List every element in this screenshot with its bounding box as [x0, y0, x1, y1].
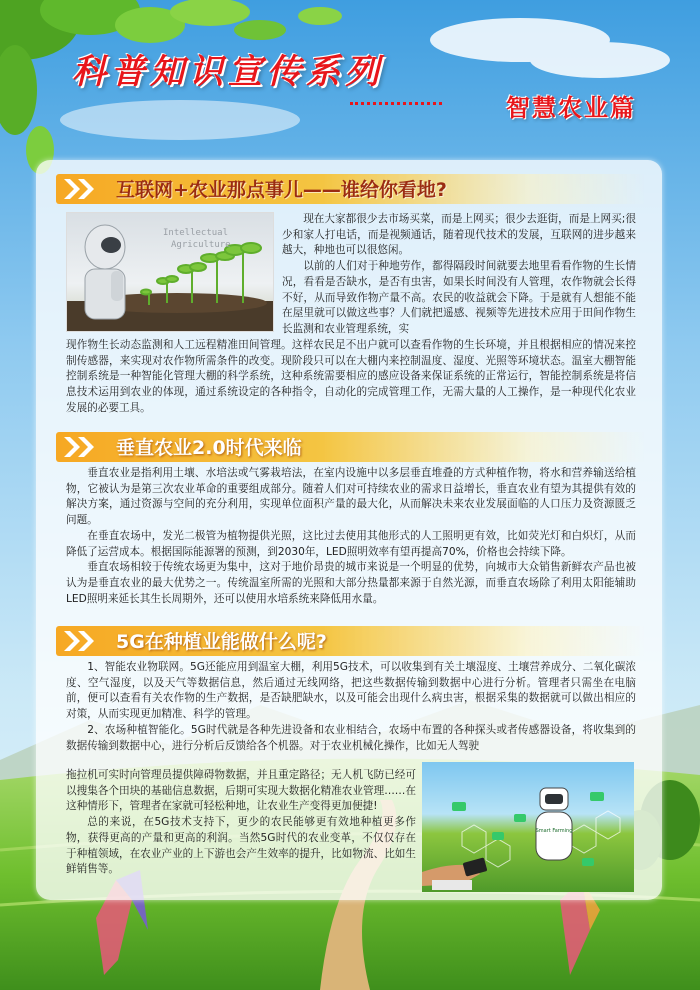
section-3-paragraph-2-cont: 拖拉机可实时向管理员提供障碍物数据，并且重定路径；无人机飞防已经可以搜集各个田块的基础信息数据，后期可实现大数据化精准农业管理……在这种情形下，管理者在家就可轻松种地，让农业生产变得更加便捷!: [66, 769, 416, 813]
subtitle-block: [350, 88, 650, 132]
section-title: 5G在种植业能做什么呢?: [116, 631, 327, 653]
section-3-left-text: [66, 768, 416, 878]
overlay-text-2: Agriculture: [171, 240, 231, 250]
section-2-text: [66, 466, 636, 607]
robot-seedling-image: [66, 212, 274, 332]
section-1-paragraph-3: 现作物生长动态监测和人工远程精准田间管理。这样农民足不出户就可以查看作物的生长环境，并且根据相应的情况来控制传感器，来实现对农作物所需条件的改变。现阶段只可以在大棚内来控制温度、湿度、光照等环境状态。温室大棚智能控制系统是一种智能化管理大棚的科学系统，这种系统需要相应的感应设备来保证系统的正常运行，智能控制系统是将信息技术运用到农业的体现，通过系统设定的各种指令，自动化的完成管理工作，无需大量的人工操作，是一种现代化农业发展的必要工具。: [66, 339, 636, 414]
section-title: 互联网+农业那点事儿——谁给你看地?: [116, 179, 447, 201]
double-chevron-icon: [62, 629, 102, 653]
section-header-5g: [56, 626, 646, 656]
section-3-text: [66, 660, 636, 754]
page-subtitle: 智慧农业篇: [506, 94, 636, 122]
section-1-paragraph-2: 以前的人们对于种地劳作，都得隔段时间就要去地里看看作物的生长情况，看看是否缺水，是否有虫害，如果长时间没有人管理，农作物就会长得不好，从而导致作物产量不高。农民的收益就会下降。于是就有人想能不能在屋里就可以做这些事？人们就把遥感、视频等先进技术应用于田间作物生长监测和农业管理系统，实: [282, 260, 636, 335]
section-1-paragraph-1: 现在大家都很少去市场买菜，而是上网买；很少去逛街，而是上网买;很少和家人打电话，而是视频通话，随着现代技术的发展，互联网的进步越来越大，种地也可以很悠闲。: [282, 213, 636, 257]
section-2-paragraph-2: 在垂直农场中，发光二极管为植物提供光照，这比过去使用其他形式的人工照明更有效，比如荧光灯和白炽灯，从而降低了运营成本。根据国际能源署的预测，到2030年，LED照明效率有望再提高70%，价格也会持续下降。: [66, 529, 636, 558]
section-1-right-text: [282, 212, 636, 338]
double-chevron-icon: [62, 177, 102, 201]
smart-farming-illustration: [422, 762, 634, 892]
section-title: 垂直农业2.0时代来临: [116, 437, 302, 459]
section-3-paragraph-3: 总的来说，在5G技术支持下，更少的农民能够更有效地种植更多作物，获得更高的产量和更高的利润。当然5G时代的农业变革，不仅仅存在于种植领域，在农业产业的上下游也会产生效率的提升，比如物流、比如生鲜销售等。: [66, 816, 416, 876]
section-2-paragraph-3: 垂直农场相较于传统农场更为集中，这对于地价昂贵的城市来说是一个明显的优势，向城市大众销售新鲜农产品也被认为是垂直农业的最大优势之一。传统温室所需的光照和大部分热量都来源于自然光源，而垂直农场除了利用太阳能辅助LED照明来延长其生长周期外，还可以使用水培系统来降低用水量。: [66, 561, 636, 605]
robot-badge-text: Smart Farming: [535, 828, 573, 834]
section-header-vertical-farming: [56, 432, 646, 462]
overlay-text-1: Intellectual: [163, 228, 229, 238]
section-3-paragraph-1: 1、智能农业物联网。5G还能应用到温室大棚，利用5G技术，可以收集到有关土壤湿度、土壤营养成分、二氧化碳浓度、空气湿度，以及天气等数据信息，然后通过无线网络，把这些数据传输到数据中心进行分析。管理者只需坐在电脑前，便可以查看有关农作物的生产数据，是否缺肥缺水，以及可能会出现什么病虫害，根据采集的数据就可以做出相应的对策，从而实现更加精准、科学的管理。: [66, 661, 636, 721]
smart-farming-image: [422, 762, 634, 892]
section-1-full-text: [66, 338, 636, 417]
section-2-paragraph-1: 垂直农业是指利用土壤、水培法或气雾栽培法，在室内设施中以多层垂直堆叠的方式种植作物，将水和营养输送给植物，它被认为是第三次农业革命的重要组成部分。随着人们对可持续农业的需求日益增长，垂直农业有望为其提供有效的解决方案，通过资源与空间的充分利用，实现单位面积产量的最大化，从而解决未来农业发展面临的人口压力及资源匮乏问题。: [66, 467, 636, 527]
double-chevron-icon: [62, 435, 102, 459]
subtitle-dotted-line: [350, 102, 442, 105]
section-3-paragraph-2: 2、农场种植智能化。5G时代就是各种先进设备和农业相结合，农场中布置的各种探头或者传感器设备，将收集到的数据传输到数据中心，进行分析后反馈给各个机器。对于农业机械化操作，比如无人驾驶: [66, 723, 636, 752]
page-title: 科普知识宣传系列: [72, 52, 384, 92]
section-header-internet-farming: [56, 174, 646, 204]
robot-seedling-illustration: [67, 213, 273, 331]
